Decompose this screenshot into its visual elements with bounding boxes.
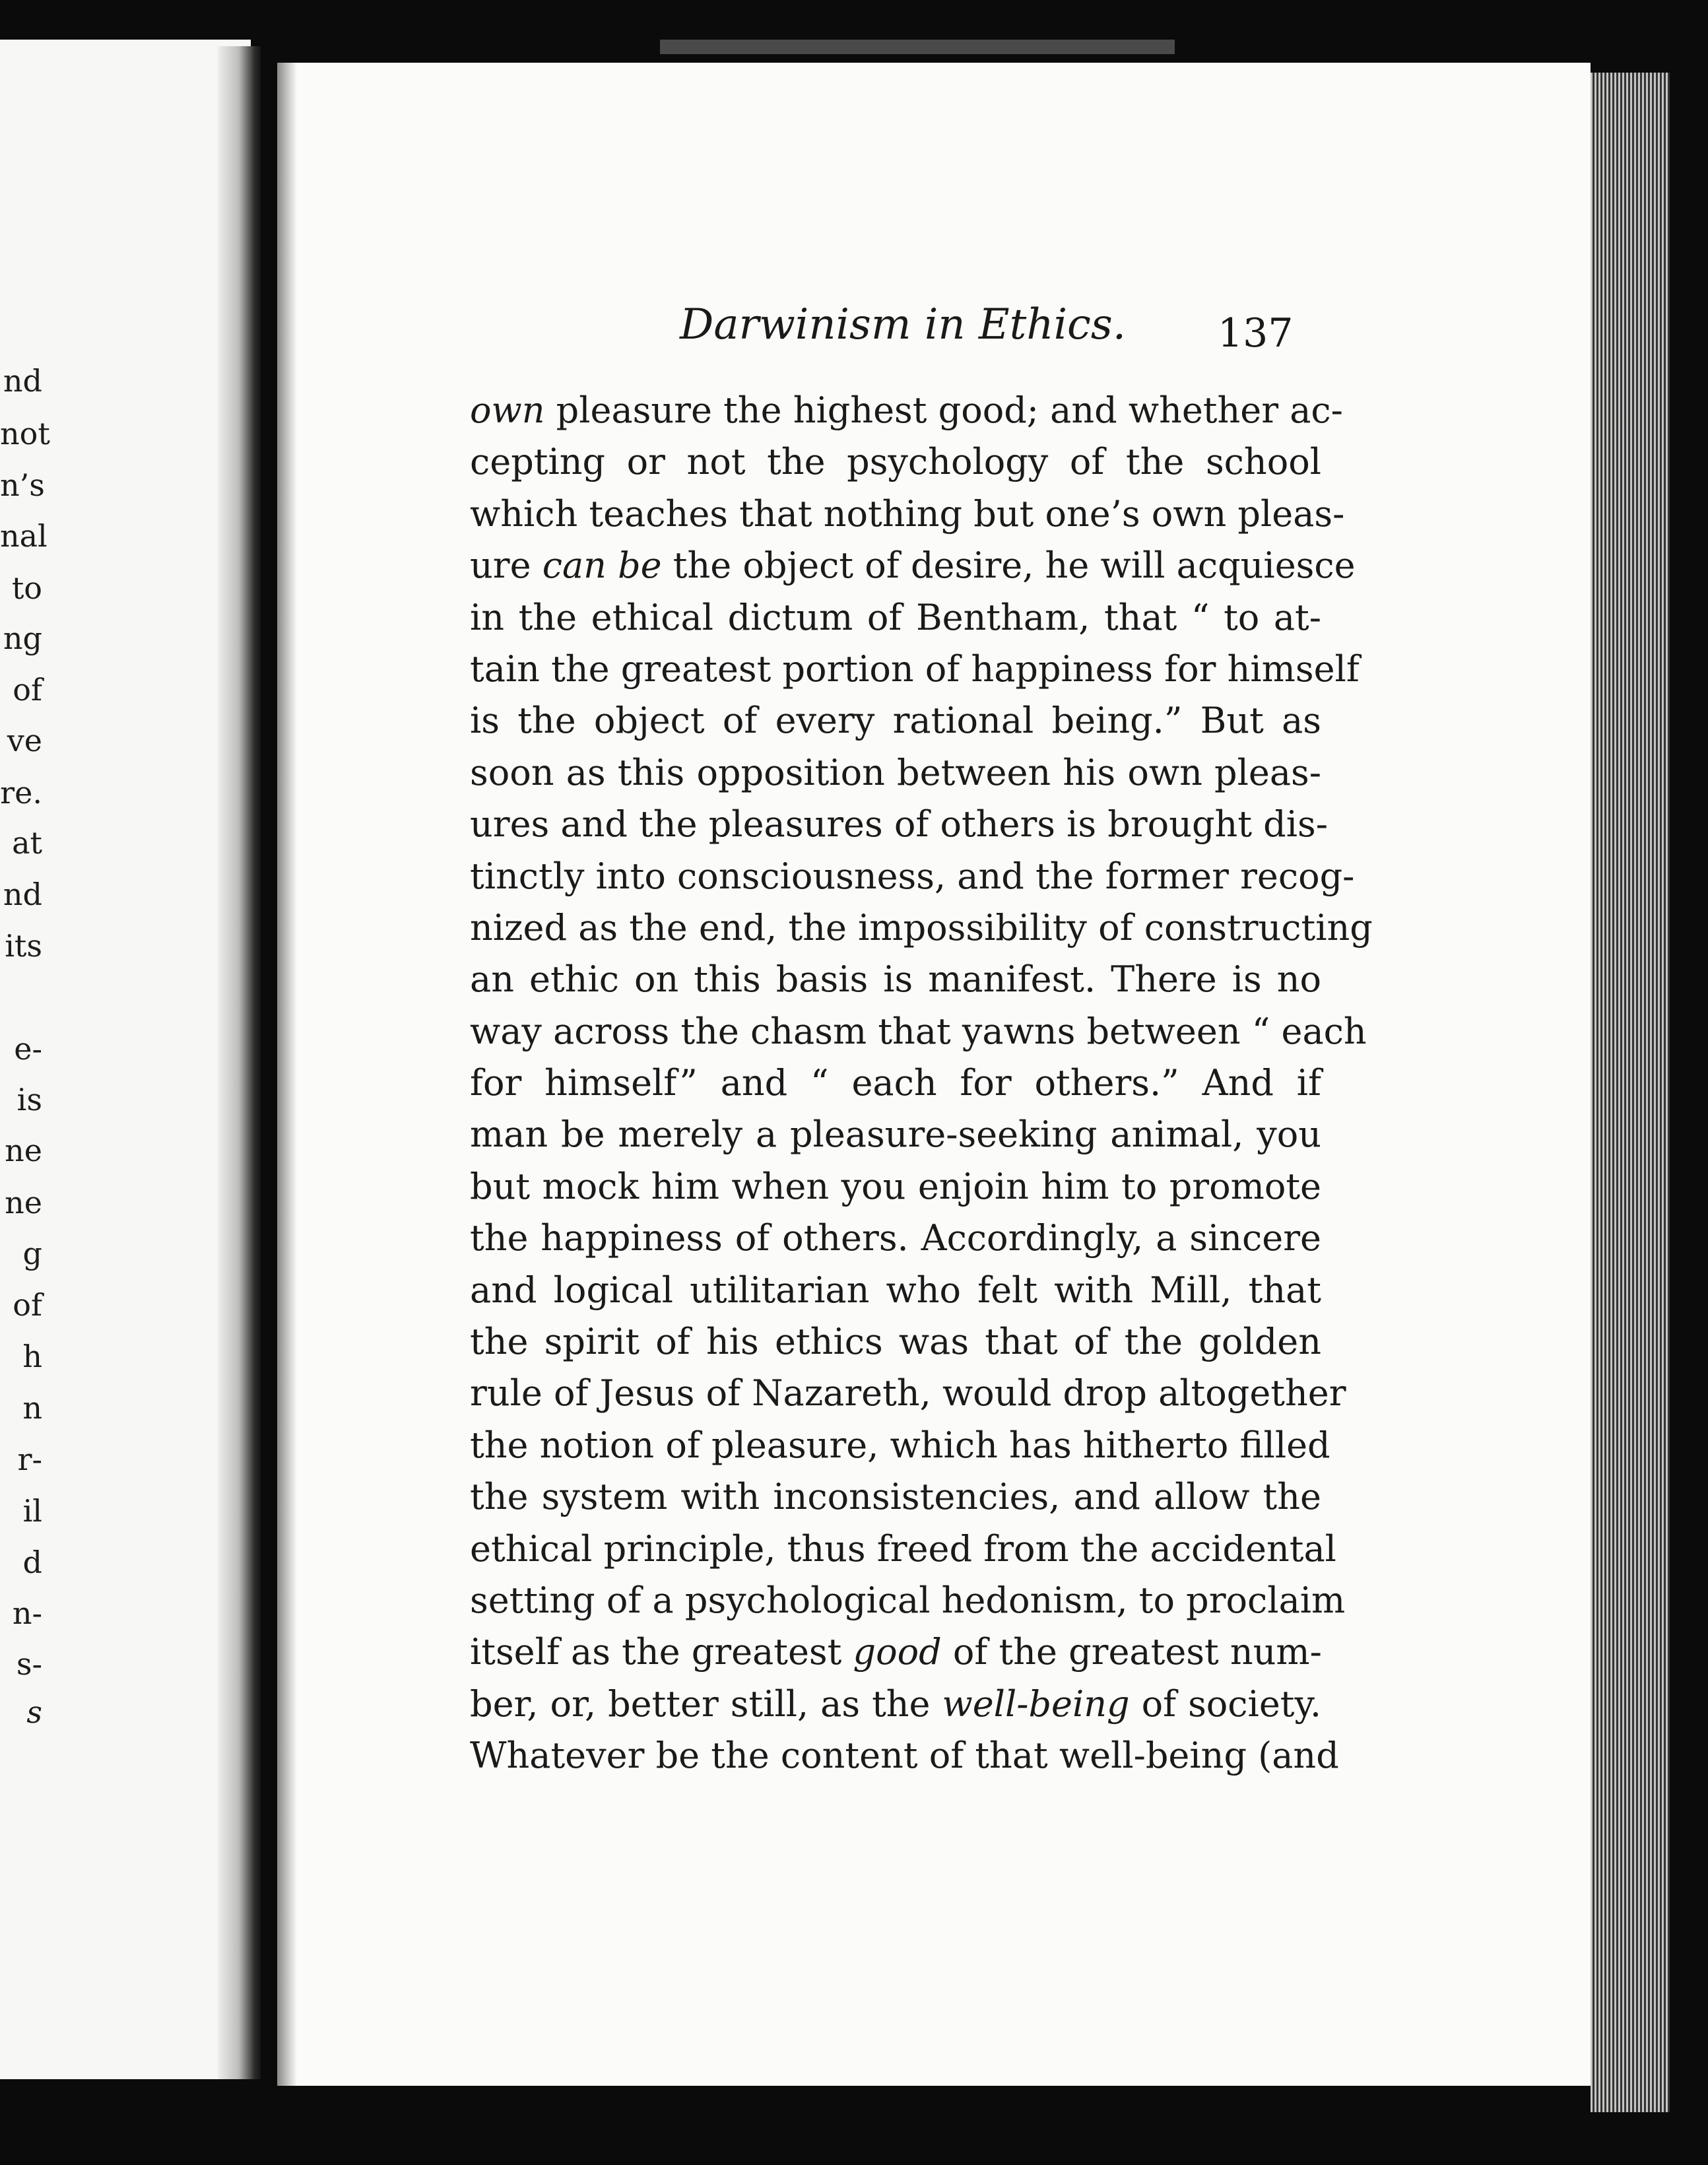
text-run: setting of a psychological hedonism, to proclaim [470,1579,1346,1621]
facing-page-fragment: of [13,1287,42,1323]
text-run: is the object of every rational being.” But as [470,700,1321,742]
italic-text: can be [542,545,662,587]
text-run: the object of desire, he will acquiesce [661,545,1356,587]
text-run: rule of Jesus of Nazareth, would drop altogether [470,1372,1346,1415]
text-line [470,799,1328,850]
facing-page-fragment: is [16,1082,42,1117]
text-run: itself as the greatest [470,1631,853,1673]
text-run: which teaches that nothing but one’s own pleas- [470,492,1345,535]
text-line [470,1626,1321,1678]
running-head: Darwinism in Ethics. [680,300,1127,349]
facing-page-fragment: ne [5,1185,42,1220]
text-line [470,1575,1346,1626]
facing-page-text-fragments [0,0,251,2165]
facing-page-fragment: of [13,672,42,708]
facing-page-fragment: r- [17,1442,42,1477]
facing-page-fragment: not [0,416,50,451]
text-line [470,902,1373,954]
facing-page-fragment: il [22,1493,42,1529]
text-run: in the ethical dictum of Bentham, that “ to at- [470,596,1321,638]
text-run: man be merely a pleasure-seeking animal, you [470,1114,1321,1156]
page-edges [1591,73,1670,2112]
text-line [470,1679,1321,1730]
text-run: the happiness of others. Accordingly, a sincere [470,1217,1321,1259]
text-line [470,1265,1321,1316]
text-run: ures and the pleasures of others is brought dis- [470,803,1328,846]
text-run: for himself” and “ each for others.” And if [470,1062,1321,1104]
facing-page-fragment: re. [0,775,42,811]
italic-text: own [470,389,545,431]
facing-page-fragment: to [11,570,42,606]
text-line [470,1006,1367,1057]
facing-page-fragment: ve [7,723,42,758]
text-run: tain the greatest portion of happiness for himself [470,648,1360,690]
facing-page-fragment: h [22,1339,42,1374]
text-line [470,695,1321,747]
facing-page-fragment: e- [14,1031,42,1067]
text-line [470,644,1360,695]
text-line [470,1368,1346,1419]
text-run: Whatever be the content of that well-being (and [470,1735,1339,1777]
text-line [470,436,1321,488]
facing-page-fragment: ng [3,620,42,656]
facing-page-fragment: nd [3,363,42,399]
facing-page-fragment: s- [16,1646,42,1682]
text-line [470,1109,1321,1160]
facing-page-fragment: n’s [0,467,45,503]
facing-page-fragment: nd [3,877,42,912]
text-line [470,1730,1339,1782]
text-run: nized as the end, the impossibility of constructing [470,906,1373,949]
text-run: of the greatest num- [941,1631,1322,1673]
facing-page-fragment: n [22,1390,42,1426]
text-line [470,540,1356,591]
text-run: ber, or, better still, as the [470,1682,942,1725]
text-line [470,747,1321,799]
facing-page-fragment: d [22,1545,42,1580]
text-line [470,851,1355,902]
text-run: tinctly into consciousness, and the former recog- [470,855,1355,897]
text-run: the notion of pleasure, which has hitherto filled [470,1424,1330,1466]
text-run: of society. [1129,1682,1321,1725]
body-text [470,385,1373,1782]
book-spine [261,46,277,2086]
text-line [470,1316,1321,1368]
text-run: an ethic on this basis is manifest. There is no [470,958,1321,1001]
facing-page-fragment: s [26,1694,42,1730]
facing-page-fragment: n- [12,1595,42,1631]
facing-page-fragment: g [22,1236,42,1271]
text-run: and logical utilitarian who felt with Mill, that [470,1269,1321,1311]
text-run: the spirit of his ethics was that of the golden [470,1321,1321,1363]
text-run: ethical principle, thus freed from the accidental [470,1527,1336,1570]
text-run: cepting or not the psychology of the school [470,441,1321,483]
page-number: 137 [1218,310,1294,356]
text-line [470,592,1321,644]
top-edge-strip [660,40,1175,54]
italic-text: good [853,1631,942,1673]
text-line [470,1471,1321,1523]
text-line [470,1420,1330,1471]
text-run: pleasure the highest good; and whether ac- [544,389,1343,431]
text-line [470,488,1345,540]
facing-page-fragment: ne [5,1133,42,1168]
text-line [470,954,1321,1005]
facing-page-fragment: at [12,825,42,861]
text-line [470,1161,1321,1213]
text-run: the system with inconsistencies, and allow the [470,1476,1321,1518]
text-run: soon as this opposition between his own pleas- [470,751,1321,793]
text-line [470,1523,1336,1575]
text-run: ure [470,545,542,587]
facing-page-fragment: nal [0,518,48,554]
text-line [470,385,1343,436]
text-run: way across the chasm that yawns between “ each [470,1010,1367,1052]
text-line [470,1213,1321,1264]
italic-text: well-being [942,1682,1130,1725]
text-run: but mock him when you enjoin him to promote [470,1165,1321,1207]
text-line [470,1057,1321,1109]
facing-page-fragment: its [5,928,42,964]
